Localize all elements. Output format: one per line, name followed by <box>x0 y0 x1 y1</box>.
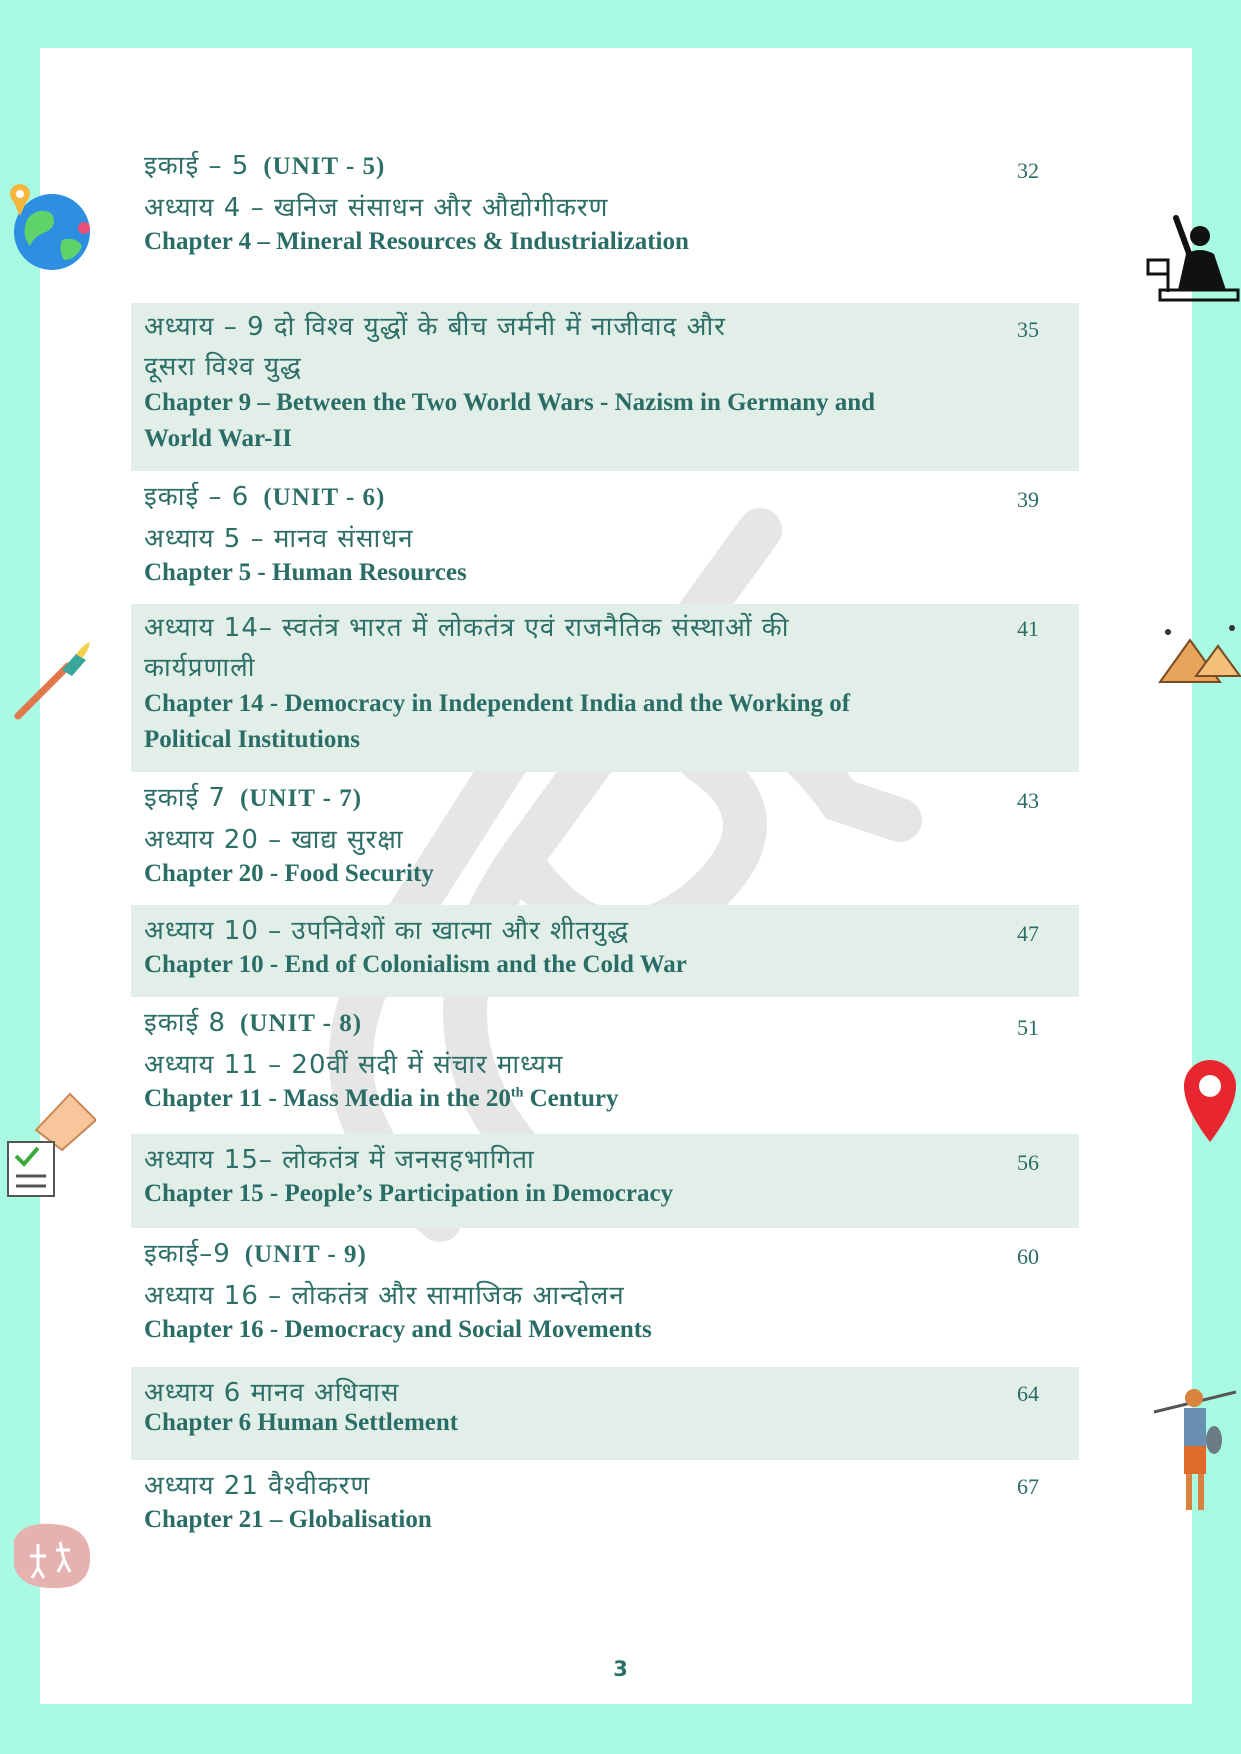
toc-english-line: Chapter 14 - Democracy in Independent India and the Working of <box>144 690 851 717</box>
toc-english-line: Chapter 5 - Human Resources <box>144 559 467 586</box>
teacher-flag-icon <box>1146 210 1241 310</box>
toc-entry <box>131 604 1079 772</box>
toc-hindi-line: अध्याय 21 वैश्वीकरण <box>144 1471 371 1501</box>
toc-hindi-line: अध्याय 16 – लोकतंत्र और सामाजिक आन्दोलन <box>144 1281 625 1311</box>
toc-english-line: Chapter 20 - Food Security <box>144 860 434 887</box>
toc-page-number: 67 <box>1017 1474 1039 1499</box>
unit-label: (UNIT - 8) <box>240 1010 363 1037</box>
toc-hindi-line: इकाई–9 (UNIT - 9) <box>144 1239 367 1269</box>
torch-icon <box>10 640 94 724</box>
toc-hindi-line: अध्याय 15– लोकतंत्र में जनसहभागिता <box>144 1145 535 1175</box>
toc-hindi-line: अध्याय 11 – 20वीं सदी में संचार माध्यम <box>144 1050 564 1080</box>
toc-page-number: 51 <box>1017 1015 1039 1040</box>
toc-hindi-line: अध्याय 6 मानव अधिवास <box>144 1378 400 1408</box>
toc-hindi-line: कार्यप्रणाली <box>144 653 256 683</box>
toc-hindi-line: अध्याय 10 – उपनिवेशों का खात्मा और शीतयुद्ध <box>144 916 630 946</box>
toc-entry <box>131 1228 1079 1367</box>
toc-hindi-line: इकाई 7 (UNIT - 7) <box>144 783 363 813</box>
toc-page-number: 43 <box>1017 788 1039 813</box>
pyramids-icon <box>1156 620 1241 690</box>
toc-english-line: World War-II <box>144 425 292 452</box>
unit-label: (UNIT - 9) <box>244 1241 367 1268</box>
toc-page-number: 56 <box>1017 1150 1039 1175</box>
page-number: 3 <box>613 1657 628 1681</box>
toc-entry <box>131 1134 1079 1228</box>
toc-english-line: Political Institutions <box>144 726 360 753</box>
globe-icon <box>6 180 92 276</box>
toc-entry <box>131 905 1079 997</box>
cave-painting-icon <box>8 1520 94 1592</box>
toc-hindi-line: अध्याय 14– स्वतंत्र भारत में लोकतंत्र एवं राजनैतिक संस्थाओं की <box>144 613 790 643</box>
toc-english-line: Chapter 9 – Between the Two World Wars - Nazism in Germany and <box>144 389 876 416</box>
toc-english-line: Chapter 4 – Mineral Resources & Industrialization <box>144 228 689 255</box>
unit-label: (UNIT - 6) <box>263 484 386 511</box>
toc-hindi-line: अध्याय 5 – मानव संसाधन <box>144 524 414 554</box>
toc-entry <box>131 140 1079 270</box>
toc-hindi-line: अध्याय – 9 दो विश्व युद्धों के बीच जर्मनी में नाजीवाद और <box>144 312 726 342</box>
toc-hindi-line: इकाई – 5 (UNIT - 5) <box>144 151 386 181</box>
toc-entry <box>131 471 1079 604</box>
toc-english-line: Chapter 15 - People’s Participation in Democracy <box>144 1180 674 1207</box>
voting-hand-icon <box>6 1090 96 1200</box>
unit-label: (UNIT - 5) <box>263 153 386 180</box>
map-pin-icon <box>1180 1056 1241 1146</box>
toc-hindi-line: अध्याय 4 – खनिज संसाधन और औद्योगीकरण <box>144 193 609 223</box>
toc-page-number: 35 <box>1017 317 1039 342</box>
toc-hindi-line: दूसरा विश्व युद्ध <box>144 352 302 382</box>
toc-page-number: 47 <box>1017 921 1039 946</box>
toc-english-line: Chapter 10 - End of Colonialism and the Cold War <box>144 951 687 978</box>
toc-english-line: Chapter 6 Human Settlement <box>144 1409 459 1436</box>
toc-page-number: 32 <box>1017 158 1039 183</box>
toc-page-number: 39 <box>1017 487 1039 512</box>
unit-label: (UNIT - 7) <box>240 785 363 812</box>
toc-page-number: 60 <box>1017 1244 1039 1269</box>
toc-entry <box>131 772 1079 905</box>
toc-hindi-line: इकाई – 6 (UNIT - 6) <box>144 482 386 512</box>
toc-hindi-line: अध्याय 20 – खाद्य सुरक्षा <box>144 825 404 855</box>
toc-hindi-line: इकाई 8 (UNIT - 8) <box>144 1008 363 1038</box>
toc-english-line: Chapter 21 – Globalisation <box>144 1506 432 1533</box>
toc-english-line: Chapter 11 - Mass Media in the 20th Century <box>144 1085 619 1112</box>
toc-entry <box>131 1460 1079 1544</box>
warrior-figure-icon <box>1150 1380 1241 1520</box>
toc-entry <box>131 1367 1079 1460</box>
toc-page-number: 41 <box>1017 616 1039 641</box>
toc-page-number: 64 <box>1017 1381 1039 1406</box>
toc-english-line: Chapter 16 - Democracy and Social Movements <box>144 1316 652 1343</box>
toc-entry <box>131 997 1079 1134</box>
toc-entry <box>131 303 1079 471</box>
